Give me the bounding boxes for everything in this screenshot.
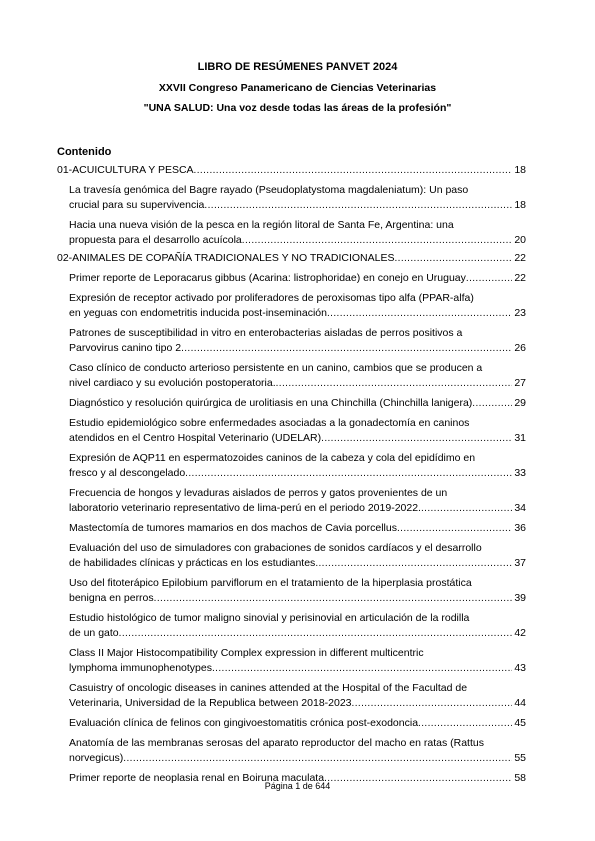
toc-entry[interactable] [57,681,526,711]
toc-entry-line [69,376,526,391]
toc-entry[interactable] [57,486,526,516]
toc-page-number: 27 [514,377,526,389]
toc-entry-title: 01-ACUICULTURA Y PESCA [57,164,194,176]
toc-entry-title: Parvovirus canino tipo 2 [69,342,182,354]
toc-entry-line [69,431,526,446]
dot-leader [119,626,513,641]
toc-entry-title-line1: Expresión de receptor activado por proliferadores de peroxisomas tipo alfa (PPAR-alfa) [69,292,474,304]
toc-entry-title: benigna en perros [69,592,154,604]
toc-entry[interactable] [57,716,526,731]
toc-entry-title-line1: Casuistry of oncologic diseases in canines attended at the Hospital of the Facultad de [69,682,468,694]
toc-page-number: 37 [514,557,526,569]
toc-entry-title-line1: Caso clínico de conducto arterioso persistente en un canino, cambios que se producen a [69,362,483,374]
toc-page-number: 22 [514,252,526,264]
dot-leader [421,501,512,516]
toc-entry-title: Diagnóstico y resolución quirúrgica de urolitiasis en una Chinchilla (Chinchilla lanigera) [69,397,473,409]
toc-entry-title: Evaluación clínica de felinos con gingivoestomatitis crónica post-exodoncia [69,717,419,729]
toc-page-number: 18 [514,199,526,211]
toc-entry-line [69,716,526,731]
toc-page-number: 44 [514,697,526,709]
page-footer: Página 1 de 644 [264,781,331,791]
toc-entry[interactable] [57,646,526,676]
toc-entry-line [69,626,526,641]
toc-entry[interactable] [57,183,526,213]
toc-page-number: 22 [514,272,526,284]
toc-entry-title: de habilidades clínicas y prácticas en los estudiantes [69,557,316,569]
toc-entry-title-line1: Expresión de AQP11 en espermatozoides caninos de la cabeza y cola del epidídimo en [69,452,476,464]
dot-leader [418,716,512,731]
toc-entry-title: Primer reporte de Leporacarus gibbus (Acarina: listrophoridae) en conejo en Uruguay [69,272,466,284]
dot-leader [204,198,512,213]
dot-leader [321,431,512,446]
dot-leader [123,751,512,766]
toc-section[interactable] [57,163,526,178]
toc-entry[interactable] [57,396,526,411]
congress-motto: "UNA SALUD: Una voz desde todas las áreas de la profesión" [143,102,452,114]
toc-entry[interactable] [57,736,526,766]
toc-entry-line [69,501,526,516]
toc-entry-title: propuesta para el desarrollo acuícola [69,234,242,246]
toc-entry-line [69,591,526,606]
toc-page-number: 26 [514,342,526,354]
dot-leader [181,341,512,356]
toc-page-number: 29 [514,397,526,409]
toc-entry-line [57,251,526,266]
toc-page-number: 42 [514,627,526,639]
contents-heading: Contenido [57,146,112,158]
toc-entry-title: Mastectomía de tumores mamarios en dos machos de Cavia porcellus [69,522,397,534]
dot-leader [315,556,512,571]
dot-leader [276,376,513,391]
dot-leader [397,521,512,536]
toc-entry-title-line1: Evaluación del uso de simuladores con grabaciones de sonidos cardíacos y el desarrollo [69,542,482,554]
toc-entry-line [69,556,526,571]
toc-entry-title: atendidos en el Centro Hospital Veterinario (UDELAR) [69,432,322,444]
dot-leader [185,466,512,481]
toc-entry-line [57,163,526,178]
dot-leader [466,271,512,286]
toc-entry-line [69,306,526,321]
toc-entry[interactable] [57,451,526,481]
toc-entry[interactable] [57,326,526,356]
toc-entry-title: Veterinaria, Universidad de la Republica between 2018-2023 [69,697,352,709]
congress-title: XXVII Congreso Panamericano de Ciencias Veterinarias [158,82,437,94]
toc-page-number: 55 [514,752,526,764]
toc-page-number: 36 [514,522,526,534]
toc-entry[interactable] [57,218,526,248]
toc-page-number: 39 [514,592,526,604]
toc-page-number: 31 [514,432,526,444]
toc-page-number: 58 [514,772,526,784]
toc-page-number: 43 [514,662,526,674]
dot-leader [194,163,513,178]
toc-entry-title-line1: Patrones de susceptibilidad in vitro en enterobacterias aisladas de perros positivos a [69,327,463,339]
dot-leader [242,233,513,248]
toc-page-number: 23 [514,307,526,319]
toc-entry-title: norvegicus) [69,752,124,764]
toc-page-number: 18 [514,164,526,176]
toc-section[interactable] [57,251,526,266]
toc-entry-line [69,198,526,213]
dot-leader [472,396,512,411]
dot-leader [212,661,512,676]
toc-entry-line [69,341,526,356]
toc-page-number: 20 [514,234,526,246]
dot-leader [327,306,512,321]
dot-leader [394,251,512,266]
toc-entry-line [69,521,526,536]
toc-entry-line [69,396,526,411]
toc-entry[interactable] [57,271,526,286]
toc-entry-title-line1: La travesía genómica del Bagre rayado (Pseudoplatystoma magdaleniatum): Un paso [69,184,469,196]
toc-entry-line [69,233,526,248]
toc-entry[interactable] [57,416,526,446]
toc-entry[interactable] [57,291,526,321]
toc-entry-title: Primer reporte de neoplasia renal en Boiruna maculata [69,772,325,784]
toc-entry-title-line1: Estudio epidemiológico sobre enfermedades asociadas a la gonadectomía en caninos [69,417,470,429]
toc-entry-title-line1: Estudio histológico de tumor maligno sinovial y perisinovial en articulación de la rodilla [69,612,470,624]
toc-entry-title-line1: Class II Major Histocompatibility Complex expression in different multicentric [69,647,424,659]
toc-entry-line [69,661,526,676]
toc-entry-title: 02-ANIMALES DE COPAÑÍA TRADICIONALES Y NO TRADICIONALES [57,252,395,264]
toc-entry-title: fresco y al descongelado [69,467,186,479]
toc-page-number: 33 [514,467,526,479]
toc-entry-title: lymphoma immunophenotypes [69,662,212,674]
toc-entry[interactable] [57,611,526,641]
toc-entry-line [69,271,526,286]
toc-entry-title-line1: Hacia una nueva visión de la pesca en la región litoral de Santa Fe, Argentina: una [69,219,454,231]
toc-entry[interactable] [57,361,526,391]
toc-entry-line [69,466,526,481]
toc-entry[interactable] [57,576,526,606]
toc-entry[interactable] [57,541,526,571]
toc-entry-title: crucial para su supervivencia [69,199,205,211]
toc-entry-title-line1: Anatomía de las membranas serosas del aparato reproductor del macho en ratas (Rattus [69,737,484,749]
table-of-contents [57,160,526,786]
toc-page-number: 34 [514,502,526,514]
dot-leader [352,696,513,711]
toc-entry-title: en yeguas con endometritis inducida post-inseminación [69,307,327,319]
toc-page-number: 45 [514,717,526,729]
toc-entry-title-line1: Frecuencia de hongos y levaduras aislados de perros y gatos provenientes de un [69,487,448,499]
toc-entry-title: laboratorio veterinario representativo de lima-perú en el periodo 2019-2022. [69,502,421,514]
dot-leader [154,591,513,606]
toc-entry-title: de un gato [69,627,119,639]
book-title: LIBRO DE RESÚMENES PANVET 2024 [197,61,398,73]
toc-entry[interactable] [57,521,526,536]
toc-entry-title-line1: Uso del fitoterápico Epilobium parviflorum en el tratamiento de la hiperplasia prostática [69,577,472,589]
toc-entry-line [69,751,526,766]
toc-entry-line [69,696,526,711]
toc-entry-title: nivel cardiaco y su evolución postoperatoria. [69,377,276,389]
